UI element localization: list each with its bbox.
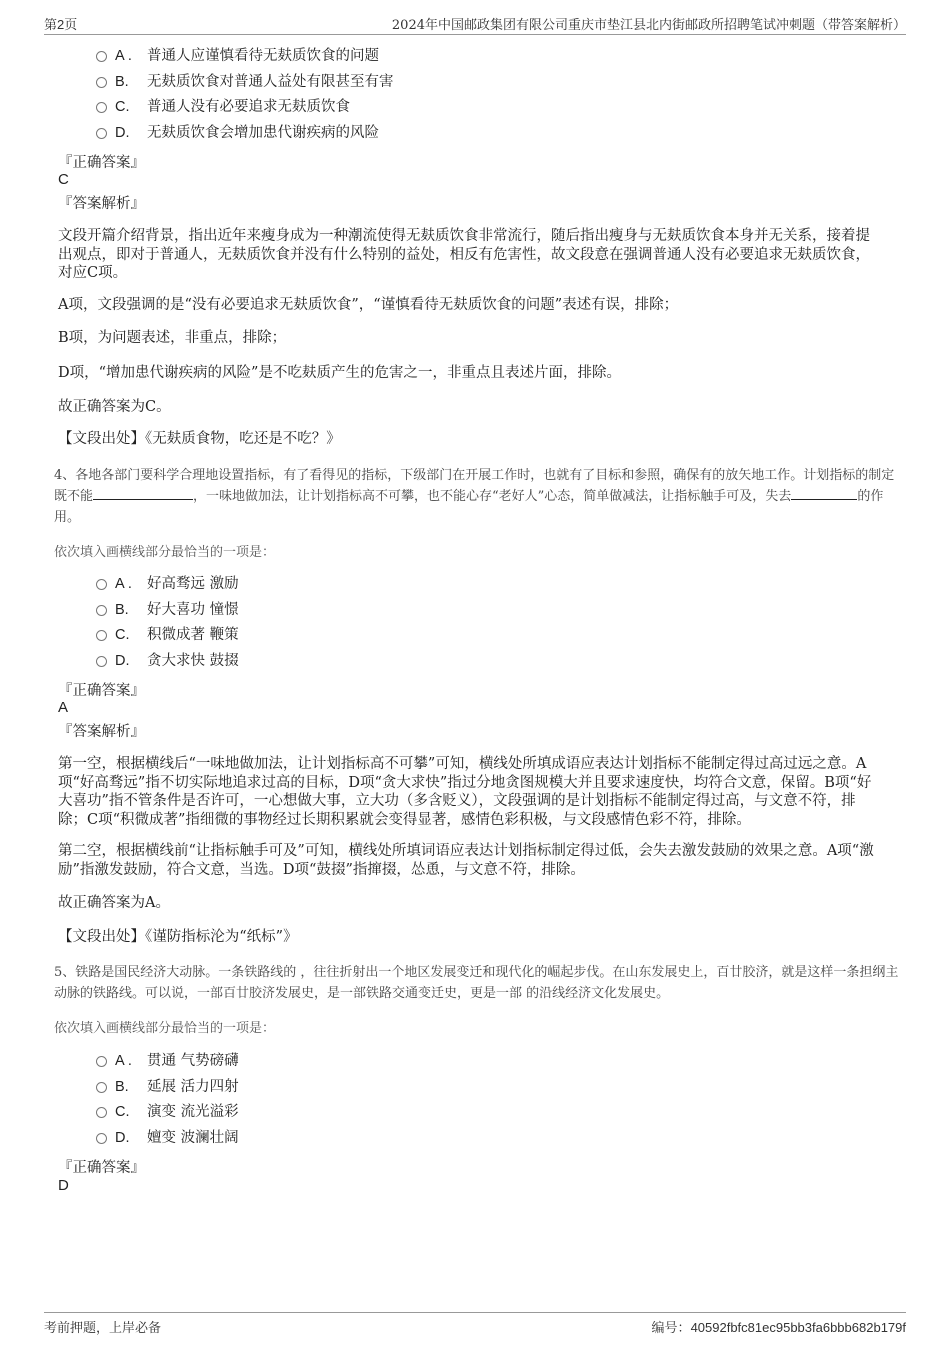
q4-answer-label: 『正确答案』 [58,683,145,699]
q4-analysis-p3: 故正确答案为A。 [58,895,170,911]
q3-analysis-label: 『答案解析』 [58,196,145,212]
q4-analysis-p1: 第一空，根据横线后“一味地做加法，让计划指标高不可攀”可知，横线处所填成语应表达计划指标不能制定得过高过远之意。A项“好高骛远”指不切实际地追求过高的目标，D项“贪大求快”指过分地贪图规模大并且要求速度快，均符合文意，保留。B项“好大喜功”指不管条件是否许可，一心想做大事，立大功（多含贬义），文段强调的是计划指标不能制定得过高，与文意不符，排除；C项“积微成著”指细微的事物经过长期积累就会变得显著，感情色彩积极，与文段感情色彩不符，排除。 [58,756,872,828]
page-header [44,14,906,35]
page-number: 第2页 [44,17,78,32]
radio-icon[interactable] [96,1133,107,1144]
q4-analysis-p2: 第二空，根据横线前“让指标触手可及”可知，横线处所填词语应表达计划指标制定得过低，会失去激发鼓励的效果之意。A项“激励”指激发鼓励，符合文意，当选。D项“鼓掇”指撺掇，怂恿，与文意不符，排除。 [58,843,874,878]
q4-option-d[interactable]: D. 贪大求快 鼓掇 [96,649,239,675]
radio-icon[interactable] [96,579,107,590]
fill-blank [791,487,857,500]
q3-analysis-p3: B项，为问题表述，非重点，排除； [58,330,287,346]
q3-answer: C [58,171,69,188]
q4-stem: 4、各地各部门要科学合理地设置指标，有了看得见的指标，下级部门在开展工作时，也就有了目标和参照，确保有的放矢地工作。计划指标的制定既不能 ，一味地做加法，让计划指标高不可攀，也不能心存“老好人”心态，简单做减法，让指标触手可及，失去 的作用。 [54,468,895,525]
document-title: 2024年中国邮政集团有限公司重庆市垫江县北内街邮政所招聘笔试冲刺题（带答案解析） [391,18,906,33]
q3-option-b[interactable]: B. 无麸质饮食对普通人益处有限甚至有害 [96,70,394,96]
q4-option-b[interactable]: B. 好大喜功 憧憬 [96,598,239,624]
q5-option-b[interactable]: B. 延展 活力四射 [96,1075,239,1101]
q5-option-d[interactable]: D. 嬗变 波澜壮阔 [96,1126,239,1152]
q3-answer-label: 『正确答案』 [58,155,145,171]
radio-icon[interactable] [96,1056,107,1067]
radio-icon[interactable] [96,1082,107,1093]
q5-option-c[interactable]: C. 演变 流光溢彩 [96,1100,239,1126]
page-footer [44,1312,906,1335]
q3-options [96,44,394,146]
q5-option-a[interactable]: A . 贯通 气势磅礴 [96,1049,239,1075]
radio-icon[interactable] [96,1107,107,1118]
q4-prompt: 依次填入画横线部分最恰当的一项是： [54,545,276,560]
q4-option-c[interactable]: C. 积微成著 鞭策 [96,623,239,649]
q3-option-d[interactable]: D. 无麸质饮食会增加患代谢疾病的风险 [96,121,394,147]
q3-option-a[interactable]: A . 普通人应谨慎看待无麸质饮食的问题 [96,44,394,70]
q5-answer-label: 『正确答案』 [58,1160,145,1176]
q4-option-a[interactable]: A . 好高骛远 激励 [96,572,239,598]
fill-blank [93,487,193,500]
radio-icon[interactable] [96,102,107,113]
q3-source: 【文段出处】《无麸质食物，吃还是不吃？》 [58,431,341,447]
q5-stem: 5、铁路是国民经济大动脉。一条铁路线的 ，往往折射出一个地区发展变迁和现代化的崛起步伐。在山东发展史上，百廿胶济，就是这样一条担纲主动脉的铁路线。可以说，一部百廿胶济发展史，是一部铁路交通变迁史，更是一部 的沿线经济文化发展史。 [54,965,899,1001]
radio-icon[interactable] [96,77,107,88]
q3-analysis-p4: D项，“增加患代谢疾病的风险”是不吃麸质产生的危害之一，非重点且表述片面，排除。 [58,365,621,381]
radio-icon[interactable] [96,656,107,667]
q3-analysis-p1: 文段开篇介绍背景，指出近年来瘦身成为一种潮流使得无麸质饮食非常流行，随后指出瘦身与无麸质饮食本身并无关系，接着提出观点，即对于普通人，无麸质饮食并没有什么特别的益处，相反有危害性，故文段意在强调普通人没有必要追求无麸质饮食，对应C项。 [58,228,870,281]
q4-options [96,572,239,674]
q5-options [96,1049,239,1151]
radio-icon[interactable] [96,630,107,641]
radio-icon[interactable] [96,51,107,62]
footer-slogan: 考前押题，上岸必备 [44,1321,162,1336]
q3-analysis-p2: A项，文段强调的是“没有必要追求无麸质饮食”，“谨慎看待无麸质饮食的问题”表述有误，排除； [58,297,679,313]
q3-analysis-p5: 故正确答案为C。 [58,399,171,415]
radio-icon[interactable] [96,128,107,139]
radio-icon[interactable] [96,605,107,616]
q4-analysis-label: 『答案解析』 [58,724,145,740]
q4-answer: A [58,699,69,716]
q5-prompt: 依次填入画横线部分最恰当的一项是： [54,1021,276,1036]
q5-answer: D [58,1177,69,1194]
q4-source: 【文段出处】《谨防指标沦为“纸标”》 [58,929,298,945]
q3-option-c[interactable]: C. 普通人没有必要追求无麸质饮食 [96,95,394,121]
document-code: 编号：40592fbfc81ec95bb3fa6bbb682b179f [651,1320,906,1336]
